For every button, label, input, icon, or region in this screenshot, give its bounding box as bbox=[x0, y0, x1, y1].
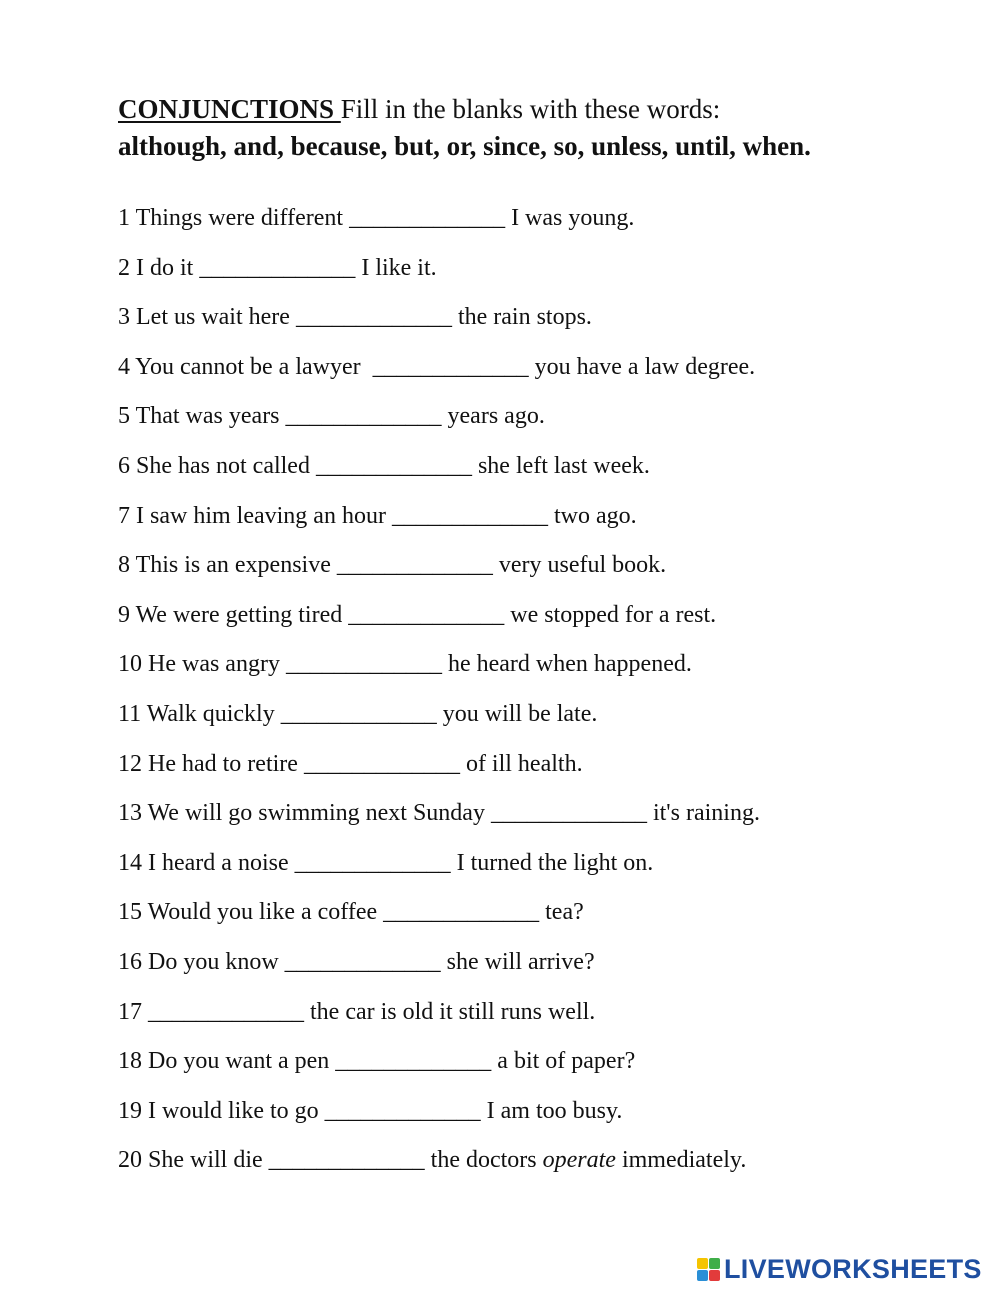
answer-blank[interactable]: _____________ bbox=[383, 899, 540, 926]
question-item bbox=[118, 397, 958, 447]
question-number: 6 bbox=[118, 452, 130, 479]
question-number: 16 bbox=[118, 948, 142, 975]
answer-blank[interactable]: _____________ bbox=[336, 552, 493, 579]
answer-blank[interactable]: _____________ bbox=[280, 700, 437, 727]
answer-blank[interactable]: _____________ bbox=[284, 948, 441, 975]
logo-tile-blue bbox=[697, 1270, 708, 1281]
question-text-after: he heard when happened. bbox=[441, 651, 692, 678]
question-text-after: you will be late. bbox=[436, 700, 598, 727]
question-italic-word: operate bbox=[542, 1147, 616, 1174]
question-number: 14 bbox=[118, 849, 142, 876]
instruction-text: Fill in the blanks with these words: bbox=[340, 94, 721, 124]
question-text-before: Do you know bbox=[148, 948, 285, 975]
question-number: 2 bbox=[118, 254, 130, 281]
question-number: 8 bbox=[118, 552, 130, 579]
logo-tile-red bbox=[709, 1270, 720, 1281]
question-number: 1 bbox=[118, 205, 130, 231]
logo-tile-yellow bbox=[697, 1258, 708, 1269]
question-number: 18 bbox=[118, 1048, 142, 1075]
question-text-before: This is an expensive bbox=[135, 552, 337, 579]
answer-blank[interactable]: _____________ bbox=[303, 750, 460, 777]
question-item bbox=[118, 645, 958, 695]
question-item bbox=[118, 844, 958, 894]
answer-blank[interactable]: _____________ bbox=[294, 849, 451, 876]
question-item bbox=[118, 893, 958, 943]
question-item bbox=[118, 1042, 958, 1092]
question-text-after: of ill health. bbox=[459, 750, 583, 777]
answer-blank[interactable]: _____________ bbox=[324, 1097, 481, 1124]
question-text-after: two ago. bbox=[547, 502, 637, 529]
question-item bbox=[118, 546, 958, 596]
worksheet-title: CONJUNCTIONS bbox=[118, 94, 341, 124]
question-text-before: I do it bbox=[136, 254, 200, 281]
question-item bbox=[118, 596, 958, 646]
question-text-before: We were getting tired bbox=[135, 601, 349, 628]
question-text-after: the doctors bbox=[424, 1147, 543, 1174]
answer-blank[interactable]: _____________ bbox=[348, 601, 505, 628]
answer-blank[interactable]: _____________ bbox=[490, 800, 647, 827]
question-text-after: years ago. bbox=[441, 403, 545, 430]
question-number: 9 bbox=[118, 601, 130, 628]
question-item bbox=[118, 745, 958, 795]
question-text-after: she left last week. bbox=[471, 452, 650, 479]
liveworksheets-logo bbox=[697, 1253, 982, 1285]
answer-blank[interactable]: _____________ bbox=[372, 353, 529, 380]
answer-blank[interactable]: _____________ bbox=[199, 254, 356, 281]
liveworksheets-logo-icon bbox=[697, 1258, 720, 1281]
question-number: 15 bbox=[118, 899, 142, 926]
question-text-after: I was young. bbox=[505, 205, 635, 231]
question-text-before: Let us wait here bbox=[136, 304, 296, 331]
question-item bbox=[118, 943, 958, 993]
question-item bbox=[118, 1092, 958, 1142]
question-text-before: He was angry bbox=[148, 651, 286, 678]
question-item bbox=[118, 695, 958, 745]
question-text-before: I saw him leaving an hour bbox=[136, 502, 392, 529]
answer-blank[interactable]: _____________ bbox=[315, 452, 472, 479]
question-number: 10 bbox=[118, 651, 142, 678]
question-text-after: the rain stops. bbox=[451, 304, 592, 331]
question-text-end: immediately. bbox=[615, 1147, 747, 1174]
question-text-after: very useful book. bbox=[492, 552, 667, 579]
question-number: 3 bbox=[118, 304, 130, 331]
question-text-after: the car is old it still runs well. bbox=[304, 998, 596, 1025]
answer-blank[interactable]: _____________ bbox=[148, 998, 304, 1025]
question-number: 5 bbox=[118, 403, 130, 430]
question-item bbox=[118, 249, 958, 299]
logo-text: LIVEWORKSHEETS bbox=[724, 1253, 982, 1284]
question-number: 13 bbox=[118, 800, 142, 827]
question-number: 4 bbox=[118, 353, 130, 380]
question-number: 19 bbox=[118, 1097, 142, 1124]
question-item bbox=[118, 1141, 958, 1191]
question-text-after: I like it. bbox=[355, 254, 437, 281]
question-item bbox=[118, 298, 958, 348]
question-number: 7 bbox=[118, 502, 130, 529]
answer-blank[interactable]: _____________ bbox=[349, 205, 506, 231]
question-text-after: a bit of paper? bbox=[491, 1048, 636, 1075]
question-text-before: He had to retire bbox=[148, 750, 304, 777]
question-number: 17 bbox=[118, 998, 142, 1025]
question-text-before: I heard a noise bbox=[148, 849, 295, 876]
question-item bbox=[118, 348, 958, 398]
answer-blank[interactable]: _____________ bbox=[335, 1048, 492, 1075]
question-text-before: She has not called bbox=[136, 452, 316, 479]
question-text-after: we stopped for a rest. bbox=[504, 601, 717, 628]
question-item bbox=[118, 497, 958, 547]
question-text-before: That was years bbox=[135, 403, 286, 430]
question-text-before: You cannot be a lawyer bbox=[135, 353, 373, 380]
answer-blank[interactable]: _____________ bbox=[285, 651, 442, 678]
question-text-before: Walk quickly bbox=[146, 700, 281, 727]
question-text-after: you have a law degree. bbox=[528, 353, 756, 380]
question-text-before: We will go swimming next Sunday bbox=[147, 800, 491, 827]
answer-blank[interactable]: _____________ bbox=[295, 304, 452, 331]
word-bank: although, and, because, but, or, since, so, unless, until, when. bbox=[118, 131, 811, 161]
question-text-before: She will die bbox=[148, 1147, 269, 1174]
question-item bbox=[118, 199, 958, 249]
question-text-after: I turned the light on. bbox=[450, 849, 654, 876]
question-text-before: Things were different bbox=[135, 205, 350, 231]
question-text-before: I would like to go bbox=[148, 1097, 325, 1124]
worksheet-header bbox=[118, 91, 938, 165]
question-text-after: I am too busy. bbox=[480, 1097, 623, 1124]
question-item bbox=[118, 993, 958, 1043]
question-text-after: tea? bbox=[539, 899, 584, 926]
question-text-after: she will arrive? bbox=[440, 948, 595, 975]
question-number: 11 bbox=[118, 700, 142, 727]
question-item bbox=[118, 447, 958, 497]
answer-blank[interactable]: _____________ bbox=[285, 403, 442, 430]
question-number: 12 bbox=[118, 750, 142, 777]
question-text-before: Would you like a coffee bbox=[147, 899, 384, 926]
question-text-before: Do you want a pen bbox=[148, 1048, 336, 1075]
logo-tile-green bbox=[709, 1258, 720, 1269]
answer-blank[interactable]: _____________ bbox=[391, 502, 548, 529]
question-list bbox=[118, 199, 958, 1191]
question-number: 20 bbox=[118, 1147, 142, 1174]
question-item bbox=[118, 794, 958, 844]
question-text-after: it's raining. bbox=[646, 800, 760, 827]
answer-blank[interactable]: _____________ bbox=[268, 1147, 425, 1174]
